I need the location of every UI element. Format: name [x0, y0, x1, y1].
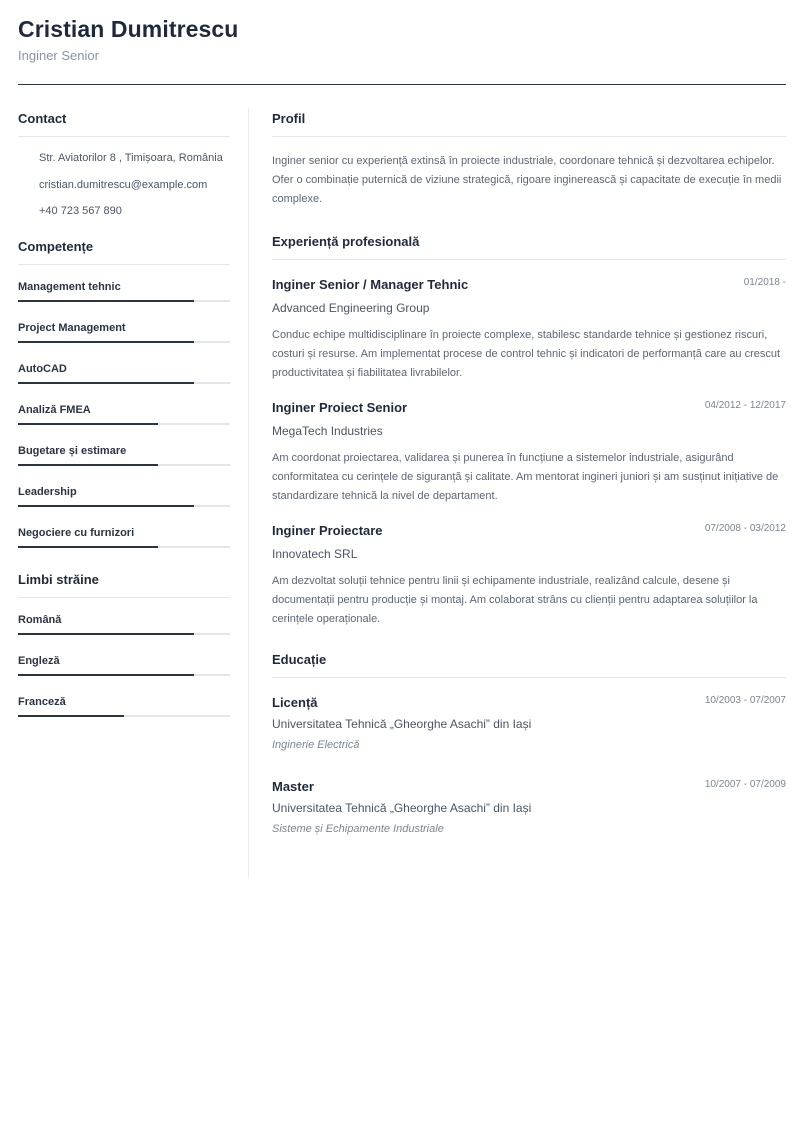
contact-address: Str. Aviatorilor 8 , Timișoara, România [39, 152, 223, 164]
education-degree: Master [272, 779, 314, 794]
experience-heading: Experiență profesională [272, 234, 420, 249]
skill-label: Leadership [18, 485, 77, 498]
skill-label: Project Management [18, 321, 126, 334]
skill-item [18, 362, 230, 403]
experience-section [272, 233, 786, 629]
skill-bar-fill [18, 300, 194, 302]
skill-label: Management tehnic [18, 280, 121, 293]
job-description: Conduc echipe multidisciplinare în proiecte complexe, stabilesc standarde tehnice și gestionez riscuri, costuri și resurse. Am implementat procese de control tehnic și indicatori de performanță care au crescut productivitatea și fiabilitatea livrabilelor. [272, 329, 781, 379]
skill-item [18, 280, 230, 321]
profile-section [272, 110, 786, 209]
language-label: Română [18, 613, 62, 626]
main-column [272, 110, 786, 836]
job-company: Innovatech SRL [272, 547, 358, 561]
skill-bar-track [18, 505, 230, 507]
profile-text: Inginer senior cu experiență extinsă în proiecte industriale, coordonare tehnică și dezvoltarea echipelor. Ofer o combinație puternică de viziune strategică, rigoare inginerească și capacitate de execuție în medii complexe. [272, 155, 782, 205]
education-entry [272, 694, 786, 752]
skill-bar-fill [18, 423, 158, 425]
languages-heading: Limbi străine [18, 571, 99, 587]
job-entry [272, 399, 786, 506]
person-title: Inginer Senior [18, 48, 99, 63]
education-heading: Educație [272, 652, 327, 667]
skill-label: Analiză FMEA [18, 403, 91, 416]
section-divider [272, 677, 786, 678]
language-label: Franceză [18, 695, 66, 708]
job-entry [272, 276, 786, 383]
skill-label: Negociere cu furnizori [18, 526, 135, 539]
education-school: Universitatea Tehnică „Gheorghe Asachi” din Iași [272, 801, 532, 815]
person-name: Cristian Dumitrescu [18, 16, 239, 42]
education-entry [272, 778, 786, 836]
job-entry [272, 522, 786, 629]
contact-heading: Contact [18, 111, 67, 126]
skill-bar-fill [18, 341, 194, 343]
language-bar-track [18, 674, 230, 676]
contact-section [18, 110, 230, 231]
education-school: Universitatea Tehnică „Gheorghe Asachi” din Iași [272, 717, 532, 731]
languages-section [18, 571, 230, 736]
language-item [18, 654, 230, 695]
skill-label: Bugetare și estimare [18, 444, 127, 457]
job-date: 07/2008 - 03/2012 [704, 523, 786, 534]
skill-bar-track [18, 341, 230, 343]
job-date: 01/2018 - [743, 277, 786, 288]
skill-bar-fill [18, 464, 158, 466]
language-item [18, 695, 230, 736]
education-section [272, 651, 786, 836]
profile-heading: Profil [272, 111, 306, 126]
skill-label: AutoCAD [18, 362, 67, 375]
job-company: MegaTech Industries [272, 424, 383, 438]
education-header [272, 778, 786, 796]
job-date: 04/2012 - 12/2017 [704, 400, 786, 411]
job-header [272, 399, 786, 417]
contact-phone[interactable]: +40 723 567 890 [39, 205, 122, 217]
skill-bar-fill [18, 546, 158, 548]
language-bar-track [18, 633, 230, 635]
skill-bar-track [18, 300, 230, 302]
job-header [272, 276, 786, 294]
header-divider [18, 84, 786, 85]
contact-email[interactable]: cristian.dumitrescu@example.com [39, 178, 208, 191]
job-title: Inginer Proiect Senior [272, 400, 408, 415]
contact-list [18, 137, 230, 231]
skill-bar-track [18, 423, 230, 425]
language-label: Engleză [18, 654, 60, 667]
education-field: Inginerie Electrică [272, 739, 360, 751]
job-description: Am coordonat proiectarea, validarea și punerea în funcțiune a sistemelor industriale, asigurând conformitatea cu cerințele de siguranță și calitate. Am mentorat ingineri juniori și am susținut inițiative de standardizare tehnică la nivel de departament. [272, 452, 779, 502]
language-bar-fill [18, 715, 124, 717]
job-title: Inginer Senior / Manager Tehnic [272, 277, 469, 292]
job-header [272, 522, 786, 540]
section-divider [272, 259, 786, 260]
job-company: Advanced Engineering Group [272, 301, 430, 315]
education-field: Sisteme și Echipamente Industriale [272, 823, 444, 835]
skills-section [18, 238, 230, 567]
job-title: Inginer Proiectare [272, 523, 383, 538]
skill-bar-track [18, 382, 230, 384]
education-date: 10/2003 - 07/2007 [704, 695, 786, 706]
skill-item [18, 444, 230, 485]
skill-item [18, 485, 230, 526]
language-item [18, 613, 230, 654]
section-divider [272, 136, 786, 137]
skill-bar-fill [18, 382, 194, 384]
skill-item [18, 403, 230, 444]
resume-header [18, 16, 786, 63]
skill-bar-track [18, 464, 230, 466]
job-description: Am dezvoltat soluții tehnice pentru linii și echipamente industriale, realizând calcule, desene și documentații pentru producție și montaj. Am colaborat strâns cu clienții pentru adaptarea soluțiilor la cerințele operaționale. [272, 575, 758, 625]
skills-list [18, 265, 230, 567]
skill-bar-fill [18, 505, 194, 507]
language-bar-fill [18, 674, 194, 676]
skill-item [18, 321, 230, 362]
education-header [272, 694, 786, 712]
education-degree: Licență [272, 695, 318, 710]
languages-list [18, 598, 230, 736]
column-divider [248, 108, 249, 878]
language-bar-fill [18, 633, 194, 635]
education-date: 10/2007 - 07/2009 [704, 779, 786, 790]
skill-bar-track [18, 546, 230, 548]
skill-item [18, 526, 230, 567]
skills-heading: Competențe [18, 238, 94, 254]
language-bar-track [18, 715, 230, 717]
sidebar [18, 110, 230, 736]
